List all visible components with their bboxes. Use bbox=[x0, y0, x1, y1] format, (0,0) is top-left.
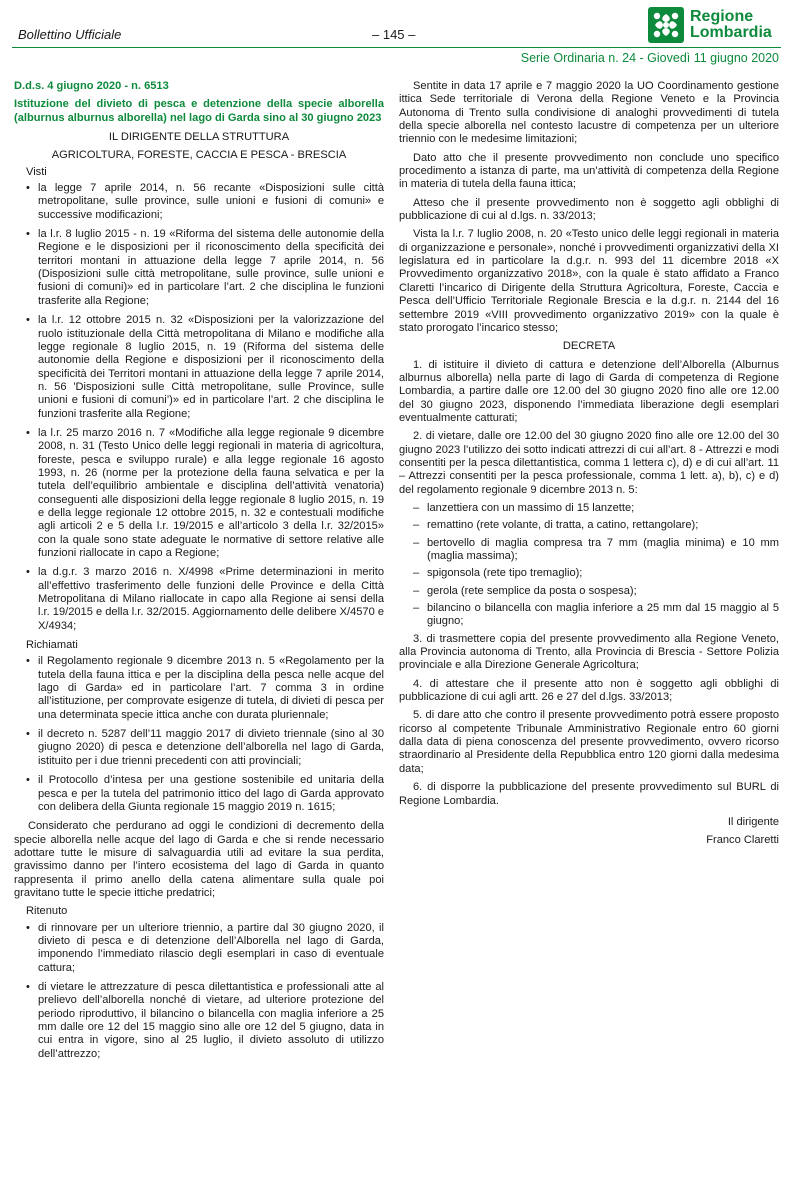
region-logo bbox=[648, 6, 772, 44]
list-item: • la l.r. 25 marzo 2016 n. 7 «Modifiche alla legge regionale 9 dicembre 2008, n. 31 (Testo Unico delle leggi regionali in materia di agricoltura, foreste, pesca e sviluppo rurale) e alla legge regionale 16 agosto 1993, n. 26 (norme per la protezione della fauna selvatica e per la tutela dell’equilibrio ambientale e disciplina dell’attività venatoria) conseguenti alle disposizioni della legge regionale 8 luglio 2015, n. 19 e della legge regionale 12 ottobre 2015, n. 32 e contestuali modifiche agli articoli 2 e 5 della l.r. 19/2015 e all’articolo 3 della l.r. 32/2015» con la quale sono state adeguate le normative di settore relative alle funzioni riallocate in capo a Regione; bbox=[26, 427, 384, 560]
list-item: • di vietare le attrezzature di pesca dilettantistica e professionali atte al prelievo dell’alborella nonché di vietare, ad ulteriore protezione del periodo riproduttivo, il bilancino o bilancella con maglia inferiore a 25 mm dalle ore 12 del 15 maggio sino alle ore 12 del 5 giugno, data in cui entra in vigore, sino al 25 luglio, il divieto assoluto di utilizzo dell’attrezzo; bbox=[26, 981, 384, 1061]
list-item: • di rinnovare per un ulteriore triennio, a partire dal 30 giugno 2020, il divieto di pesca e di detenzione dell’Alborella nel lago di Garda, imponendo l’immediato rilascio degli esemplari in caso di eventuale cattura; bbox=[26, 922, 384, 975]
list-item: – bertovello di maglia compresa tra 7 mm (maglia minima) e 10 mm (maglia massima); bbox=[413, 537, 779, 564]
signer-name: Franco Claretti bbox=[706, 834, 779, 847]
rosa-camuna-icon bbox=[648, 7, 684, 43]
ritenuto-label: Ritenuto bbox=[26, 905, 68, 918]
richiamati-label: Richiamati bbox=[26, 639, 78, 652]
decree-point-2: 2. di vietare, dalle ore 12.00 del 30 giugno 2020 fino alle ore 12.00 del 30 giugno 2023 l’utilizzo dei sotto indicati attrezzi di cui all’art. 8 - Attrezzi e modi consentiti per la pesca dilettantistica, comma 1 lettera c), d) e di cui all’art. 11 – Attrezzi consentiti per la pesca professionale, comma 1 lett. a), b), c) e d) del regolamento regionale 9 dicembre 2013 n. 5: bbox=[399, 430, 779, 496]
decree-title: Istituzione del divieto di pesca e detenzione della specie alborella (alburnus alburnus alborella) nel lago di Garda sino al 30 giugno 2023 bbox=[14, 98, 384, 124]
list-item: • la l.r. 8 luglio 2015 - n. 19 «Riforma del sistema delle autonomie della Regione e le disposizioni per il riconoscimento della specificità dei territori montani in attuazione della legge 7 aprile 2014, n. 56 (Disposizioni sulle città metropolitane, sulle province, sulle unioni e fusioni di comuni)» ed in particolare l’art. 2 che disciplina le funzioni trasferite alla Regione; bbox=[26, 228, 384, 308]
logo-line-2: Lombardia bbox=[690, 24, 772, 41]
atteso-paragraph: Atteso che il presente provvedimento non è soggetto agli obblighi di pubblicazione di cui al d.lgs. n. 33/2013; bbox=[399, 196, 779, 223]
list-item: • la d.g.r. 3 marzo 2016 n. X/4998 «Prime determinazioni in merito all’effettivo trasferimento delle funzioni delle Province e della Città Metropolitana di Milano riallocate in capo alla Regione ai sensi della l.r. 19/2015 e della l.r. 32/2015. Aggiornamento delle delibere X/4570 e X/4934; bbox=[26, 566, 384, 633]
list-item: • il decreto n. 5287 dell’11 maggio 2017 di divieto triennale (sino al 30 giugno 2020) di pesca e detenzione dell’alborella nel lago di Garda, istituito per i due trienni precedenti con atti provinciali; bbox=[26, 728, 384, 768]
decree-point-1: 1. di istituire il divieto di cattura e detenzione dell’Alborella (Alburnus alburnus alborella) nella parte di lago di Garda di competenza di Regione Lombardia, a partire dalle ore 12.00 del 30 giugno 2020 fino alle ore 12.00 del 30 giugno 2023, disponendo l’immediata liberazione degli esemplari eventualmente catturati; bbox=[399, 358, 779, 424]
publication-title: Bollettino Ufficiale bbox=[18, 27, 122, 42]
page-header bbox=[0, 0, 793, 70]
list-item: – lanzettiera con un massimo di 15 lanzette; bbox=[413, 502, 779, 515]
sentite-paragraph: Sentite in data 17 aprile e 7 maggio 2020 la UO Coordinamento gestione ittica Sede territoriale di Verona della Regione Veneto e la Provincia Autonoma di Trento sulla condivisione di analoghi provvedimenti di tutela della specie alborella nel contesto lacustre di competenza per un ulteriore triennio con le medesime limitazioni; bbox=[399, 80, 779, 146]
signer-role: Il dirigente bbox=[727, 815, 779, 828]
logo-line-1: Regione bbox=[690, 8, 754, 25]
list-item: • il Regolamento regionale 9 dicembre 2013 n. 5 «Regolamento per la tutela della fauna ittica e per la disciplina della pesca nelle acque del lago di Garda» ed in particolare l’art. 7 comma 3 in ordine all’istituzione, per comprovate esigenze di tutela, di divieti di pesca per una determinata specie ittica anche con durata pluriennale; bbox=[26, 655, 384, 722]
left-column bbox=[14, 80, 384, 1067]
list-item: • la legge 7 aprile 2014, n. 56 recante «Disposizioni sulle città metropolitane, sulle province, sulle unioni e fusioni di comuni» e successive modificazioni; bbox=[26, 182, 384, 222]
decreta-heading: DECRETA bbox=[562, 340, 616, 353]
issue-info: Serie Ordinaria n. 24 - Giovedì 11 giugno 2020 bbox=[520, 51, 779, 65]
considerato-paragraph: Considerato che perdurano ad oggi le condizioni di decremento della specie alborella nelle acque del lago di Garda e che si rende necessario adottare tutte le misure di salvaguardia utili ad evitare la sua perdita, gravissimo danno per l’intero ecosistema del lago di Garda in quanto rappresenta il primo anello della catena alimentare sulla quale poi gravitano tutte le specie ittiche predatrici; bbox=[14, 820, 384, 899]
decree-point-5: 5. di dare atto che contro il presente provvedimento potrà essere proposto ricorso al competente Tribunale Amministrativo Regionale entro 60 giorni dalla data di piena conoscenza del presente provvedimento, ovvero ricorso straordinario al Presidente della Repubblica entro 120 giorni dalla medesima data; bbox=[399, 709, 779, 775]
ritenuto-list bbox=[14, 922, 384, 1061]
decree-point-4: 4. di attestare che il presente atto non è soggetto agli obblighi di pubblicazione di cui agli artt. 26 e 27 del d.lgs. 33/2013; bbox=[399, 677, 779, 704]
authority-line-2: AGRICOLTURA, FORESTE, CACCIA E PESCA - BRESCIA bbox=[51, 149, 347, 162]
logo-wordmark bbox=[690, 9, 772, 41]
list-item: – remattino (rete volante, di tratta, a catino, rettangolare); bbox=[413, 519, 779, 532]
visti-label: Visti bbox=[26, 165, 47, 178]
decree-point-3: 3. di trasmettere copia del presente provvedimento alla Regione Veneto, alla Provincia autonoma di Trento, alla Provincia di Brescia - Settore Polizia provinciale e alla Direzione Generale Agricoltura; bbox=[399, 632, 779, 672]
list-item: – gerola (rete semplice da posta o sospesa); bbox=[413, 585, 779, 598]
visti-list bbox=[14, 182, 384, 633]
page-number: – 145 – bbox=[372, 27, 416, 42]
list-item: • la l.r. 12 ottobre 2015 n. 32 «Disposizioni per la valorizzazione del ruolo istituzionale della Città metropolitana di Milano e modifiche alla legge regionale 8 luglio 2015, n. 19 (Riforma del sistema delle autonomie della Regione e disposizioni per il riconoscimento della specificità dei Territori montani in attuazione della legge 7 aprile 2014, n. 56 'Disposizioni sulle Città metropolitane, sulle Province, sulle unioni e fusioni di comuni’)» ed in particolare l’art. 2 che disciplina le funzioni trasferite alla Regione; bbox=[26, 314, 384, 421]
equipment-list bbox=[399, 502, 779, 629]
decree-point-6: 6. di disporre la pubblicazione del presente provvedimento sul BURL di Regione Lombardia. bbox=[399, 781, 779, 807]
right-column bbox=[399, 80, 779, 853]
decree-reference: D.d.s. 4 giugno 2020 - n. 6513 bbox=[14, 80, 169, 92]
vista-paragraph: Vista la l.r. 7 luglio 2008, n. 20 «Testo unico delle leggi regionali in materia di organizzazione e personale», nonché i provvedimenti organizzativi della XI legislatura ed in particolare la d.g.r. n. 993 del 11 dicembre 2018 «X Provvedimento organizzativo 2018», con la quale è stato affidato a Franco Claretti l’incarico di Dirigente della Struttura Agricoltura, Foreste, Caccia e Pesca dell’Ufficio Territoriale Regionale Brescia e la d.g.r. n. 2144 del 16 settembre 2019 «VIII provvedimento organizzativo 2019» con la quale è stato prorogato l’incarico stesso; bbox=[399, 228, 779, 334]
richiamati-list bbox=[14, 655, 384, 814]
authority-line-1: IL DIRIGENTE DELLA STRUTTURA bbox=[108, 131, 290, 144]
list-item: • il Protocollo d’intesa per una gestione sostenibile ed unitaria della pesca e per la tutela del patrimonio ittico del lago di Garda approvato con delibera della Giunta regionale 15 maggio 2019 n. 1615; bbox=[26, 774, 384, 814]
header-divider bbox=[12, 47, 781, 48]
dato-atto-paragraph: Dato atto che il presente provvedimento non conclude uno specifico procedimento a istanza di parte, ma un’attività di competenza della Regione in materia di tutela della fauna ittica; bbox=[399, 151, 779, 191]
list-item: – bilancino o bilancella con maglia inferiore a 25 mm dal 15 maggio al 5 giugno; bbox=[413, 602, 779, 629]
list-item: – spigonsola (rete tipo tremaglio); bbox=[413, 567, 779, 580]
